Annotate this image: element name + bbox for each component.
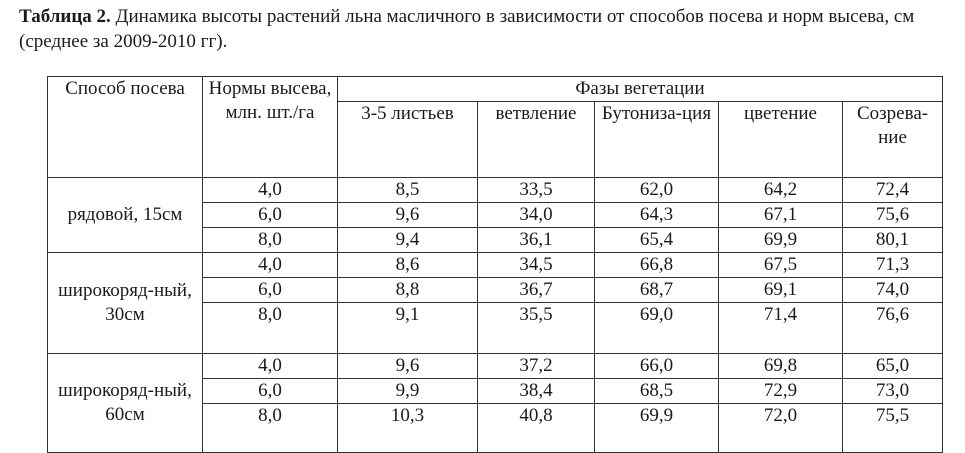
branching-cell: 40,8: [478, 404, 595, 453]
method-cell: широкоряд-ный, 60см: [48, 354, 203, 453]
leaves-cell: 9,4: [338, 228, 478, 253]
rate-cell: 8,0: [203, 303, 338, 354]
budding-cell: 66,8: [595, 253, 719, 278]
branching-cell: 33,5: [478, 178, 595, 203]
budding-cell: 65,4: [595, 228, 719, 253]
flowering-cell: 67,5: [719, 253, 843, 278]
ripening-cell: 71,3: [843, 253, 943, 278]
leaves-cell: 9,1: [338, 303, 478, 354]
ripening-cell: 74,0: [843, 278, 943, 303]
flowering-cell: 72,0: [719, 404, 843, 453]
rate-cell: 8,0: [203, 228, 338, 253]
rate-cell: 8,0: [203, 404, 338, 453]
ripening-cell: 72,4: [843, 178, 943, 203]
budding-cell: 68,7: [595, 278, 719, 303]
caption-text: Динамика высоты растений льна масличного в зависимости от способов посева и норм высева, см (среднее за 2009-2010 гг).: [19, 6, 915, 52]
header-ripening: Созрева-ние: [843, 102, 943, 178]
header-flowering: цветение: [719, 102, 843, 178]
budding-cell: 69,0: [595, 303, 719, 354]
method-cell: широкоряд-ный, 30см: [48, 253, 203, 354]
ripening-cell: 76,6: [843, 303, 943, 354]
budding-cell: 68,5: [595, 379, 719, 404]
rate-cell: 6,0: [203, 278, 338, 303]
header-rate: Нормы высева, млн. шт./га: [203, 77, 338, 178]
plant-height-table: [47, 76, 943, 453]
budding-cell: 64,3: [595, 203, 719, 228]
flowering-cell: 71,4: [719, 303, 843, 354]
method-cell: рядовой, 15см: [48, 178, 203, 253]
header-leaves: 3-5 листьев: [338, 102, 478, 178]
caption-label: Таблица 2.: [19, 6, 111, 27]
header-branching: ветвление: [478, 102, 595, 178]
rate-cell: 4,0: [203, 178, 338, 203]
leaves-cell: 8,5: [338, 178, 478, 203]
ripening-cell: 80,1: [843, 228, 943, 253]
leaves-cell: 8,8: [338, 278, 478, 303]
ripening-cell: 75,6: [843, 203, 943, 228]
flowering-cell: 64,2: [719, 178, 843, 203]
branching-cell: 37,2: [478, 354, 595, 379]
flowering-cell: 72,9: [719, 379, 843, 404]
leaves-cell: 9,6: [338, 203, 478, 228]
rate-cell: 4,0: [203, 253, 338, 278]
header-budding: Бутониза-ция: [595, 102, 719, 178]
budding-cell: 66,0: [595, 354, 719, 379]
flowering-cell: 69,9: [719, 228, 843, 253]
ripening-cell: 73,0: [843, 379, 943, 404]
header-method: Способ посева: [48, 77, 203, 178]
branching-cell: 38,4: [478, 379, 595, 404]
header-phases: Фазы вегетации: [338, 77, 943, 102]
flowering-cell: 67,1: [719, 203, 843, 228]
ripening-cell: 75,5: [843, 404, 943, 453]
branching-cell: 34,0: [478, 203, 595, 228]
leaves-cell: 10,3: [338, 404, 478, 453]
rate-cell: 6,0: [203, 379, 338, 404]
branching-cell: 34,5: [478, 253, 595, 278]
rate-cell: 4,0: [203, 354, 338, 379]
leaves-cell: 8,6: [338, 253, 478, 278]
budding-cell: 69,9: [595, 404, 719, 453]
flowering-cell: 69,8: [719, 354, 843, 379]
leaves-cell: 9,6: [338, 354, 478, 379]
branching-cell: 35,5: [478, 303, 595, 354]
flowering-cell: 69,1: [719, 278, 843, 303]
budding-cell: 62,0: [595, 178, 719, 203]
branching-cell: 36,7: [478, 278, 595, 303]
leaves-cell: 9,9: [338, 379, 478, 404]
table-caption: [19, 4, 949, 54]
rate-cell: 6,0: [203, 203, 338, 228]
ripening-cell: 65,0: [843, 354, 943, 379]
branching-cell: 36,1: [478, 228, 595, 253]
